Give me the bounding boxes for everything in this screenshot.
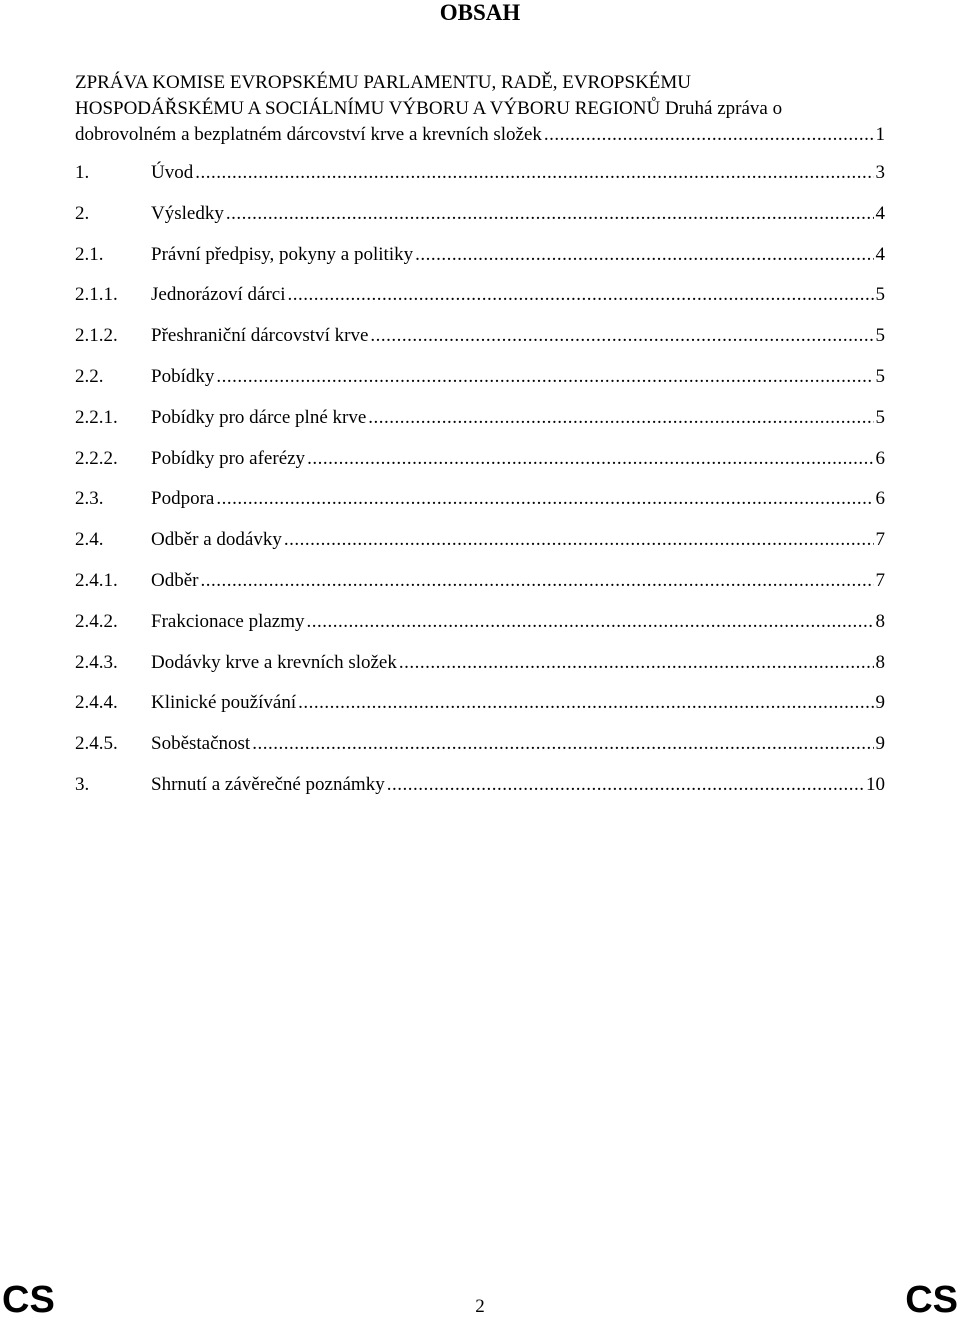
toc-entry-number: 2.2.1. [75,406,118,428]
toc-entry[interactable] [75,160,885,201]
toc-entry-title: Výsledky [151,202,224,224]
dot-leader [387,772,864,798]
toc-entry-title: Pobídky [151,365,215,387]
dot-leader [307,446,873,472]
toc-entry[interactable] [75,242,885,283]
dot-leader [415,242,873,268]
toc-entry-page-number: 8 [875,651,885,673]
toc-entry-page-number: 5 [875,284,885,306]
toc-entry-title: Pobídky pro dárce plné krve [151,406,367,428]
footer-language-left: CS [2,1279,55,1321]
toc-entry-number: 2.4.2. [75,610,118,632]
intro-line-1: ZPRÁVA KOMISE EVROPSKÉMU PARLAMENTU, RADĚ, EVROPSKÉMU [75,72,692,93]
dot-leader [284,527,874,553]
toc-entry[interactable] [75,650,885,691]
toc-entry[interactable] [75,446,885,487]
toc-entry[interactable] [75,364,885,405]
toc-entry-page-number: 4 [875,202,885,224]
toc-entry[interactable] [75,201,885,242]
toc-entry-title: Frakcionace plazmy [151,610,305,632]
toc-entry[interactable] [75,405,885,446]
toc-entry-number: 2.1.2. [75,325,118,347]
toc-entry-title: Jednorázoví dárci [151,284,286,306]
toc-entry-page-number: 7 [875,569,885,591]
toc-entry-title: Dodávky krve a krevních složek [151,651,397,673]
intro-last-line: dobrovolném a bezplatném dárcovství krve a krevních složek [75,124,542,145]
toc-entry-page-number: 6 [875,447,885,469]
toc-entry-number: 2.4.4. [75,692,118,714]
toc-entry[interactable] [75,527,885,568]
toc-entry-title: Odběr a dodávky [151,529,282,551]
intro-line-2: HOSPODÁŘSKÉMU A SOCIÁLNÍMU VÝBORU A VÝBORU REGIONŮ Druhá zpráva o [75,98,783,119]
toc-entry-title: Právní předpisy, pokyny a politiky [151,243,414,265]
toc-entry-title: Odběr [151,569,199,591]
toc-entry[interactable] [75,568,885,609]
toc-entry[interactable] [75,772,885,813]
toc-entry-number: 2.3. [75,488,104,510]
dot-leader [200,568,873,594]
toc-entry-title: Úvod [151,162,194,183]
toc-entry-page-number: 9 [875,733,885,755]
toc-entry-number: 2.4.3. [75,651,118,673]
toc-entry-page-number: 5 [875,325,885,347]
dot-leader [544,122,874,148]
toc-entry-title: Pobídky pro aferézy [151,447,306,469]
toc-entry-number: 2.2. [75,365,104,387]
document-title: OBSAH [439,0,521,25]
dot-leader [216,364,873,390]
toc-entry-number: 2.4.1. [75,569,118,591]
toc-entry-number: 1. [75,162,90,183]
toc-entry-number: 2.1.1. [75,284,118,306]
intro-page-number: 1 [875,124,885,145]
toc-entry[interactable] [75,486,885,527]
toc-entry-number: 2.2.2. [75,447,118,469]
toc-entry-number: 2.1. [75,243,104,265]
dot-leader [298,690,873,716]
toc-entry-title: Klinické používání [151,692,297,714]
toc-entry[interactable] [75,731,885,772]
toc-entry-title: Shrnutí a závěrečné poznámky [151,773,385,795]
toc-entry-page-number: 6 [875,488,885,510]
dot-leader [195,160,873,186]
toc-intro-entry[interactable] [75,70,885,148]
toc-entry-number: 2.4. [75,529,104,551]
dot-leader [226,201,874,227]
toc-entry-page-number: 3 [875,162,885,183]
toc-entry[interactable] [75,609,885,650]
toc-entry[interactable] [75,690,885,731]
toc-entry-page-number: 9 [875,692,885,714]
toc-entry-page-number: 10 [866,773,885,795]
dot-leader [216,486,873,512]
toc-entry-title: Podpora [151,488,215,510]
dot-leader [307,609,874,635]
toc-entry-number: 2.4.5. [75,733,118,755]
toc-entry[interactable] [75,282,885,323]
dot-leader [252,731,873,757]
dot-leader [288,282,874,308]
toc-entry-page-number: 7 [875,529,885,551]
dot-leader [399,650,874,676]
footer-language-right: CS [905,1279,958,1321]
toc-entry-page-number: 4 [875,243,885,265]
table-of-contents [75,160,885,813]
toc-entry-title: Přeshraniční dárcovství krve [151,325,369,347]
dot-leader [370,323,873,349]
toc-entry-page-number: 5 [875,365,885,387]
toc-entry-page-number: 5 [875,406,885,428]
toc-entry[interactable] [75,323,885,364]
dot-leader [368,405,873,431]
toc-entry-page-number: 8 [875,610,885,632]
intro-line-3 [75,122,885,148]
toc-entry-title: Soběstačnost [151,733,251,755]
toc-entry-number: 3. [75,773,90,795]
footer-page-number: 2 [475,1296,485,1317]
toc-entry-number: 2. [75,202,90,224]
